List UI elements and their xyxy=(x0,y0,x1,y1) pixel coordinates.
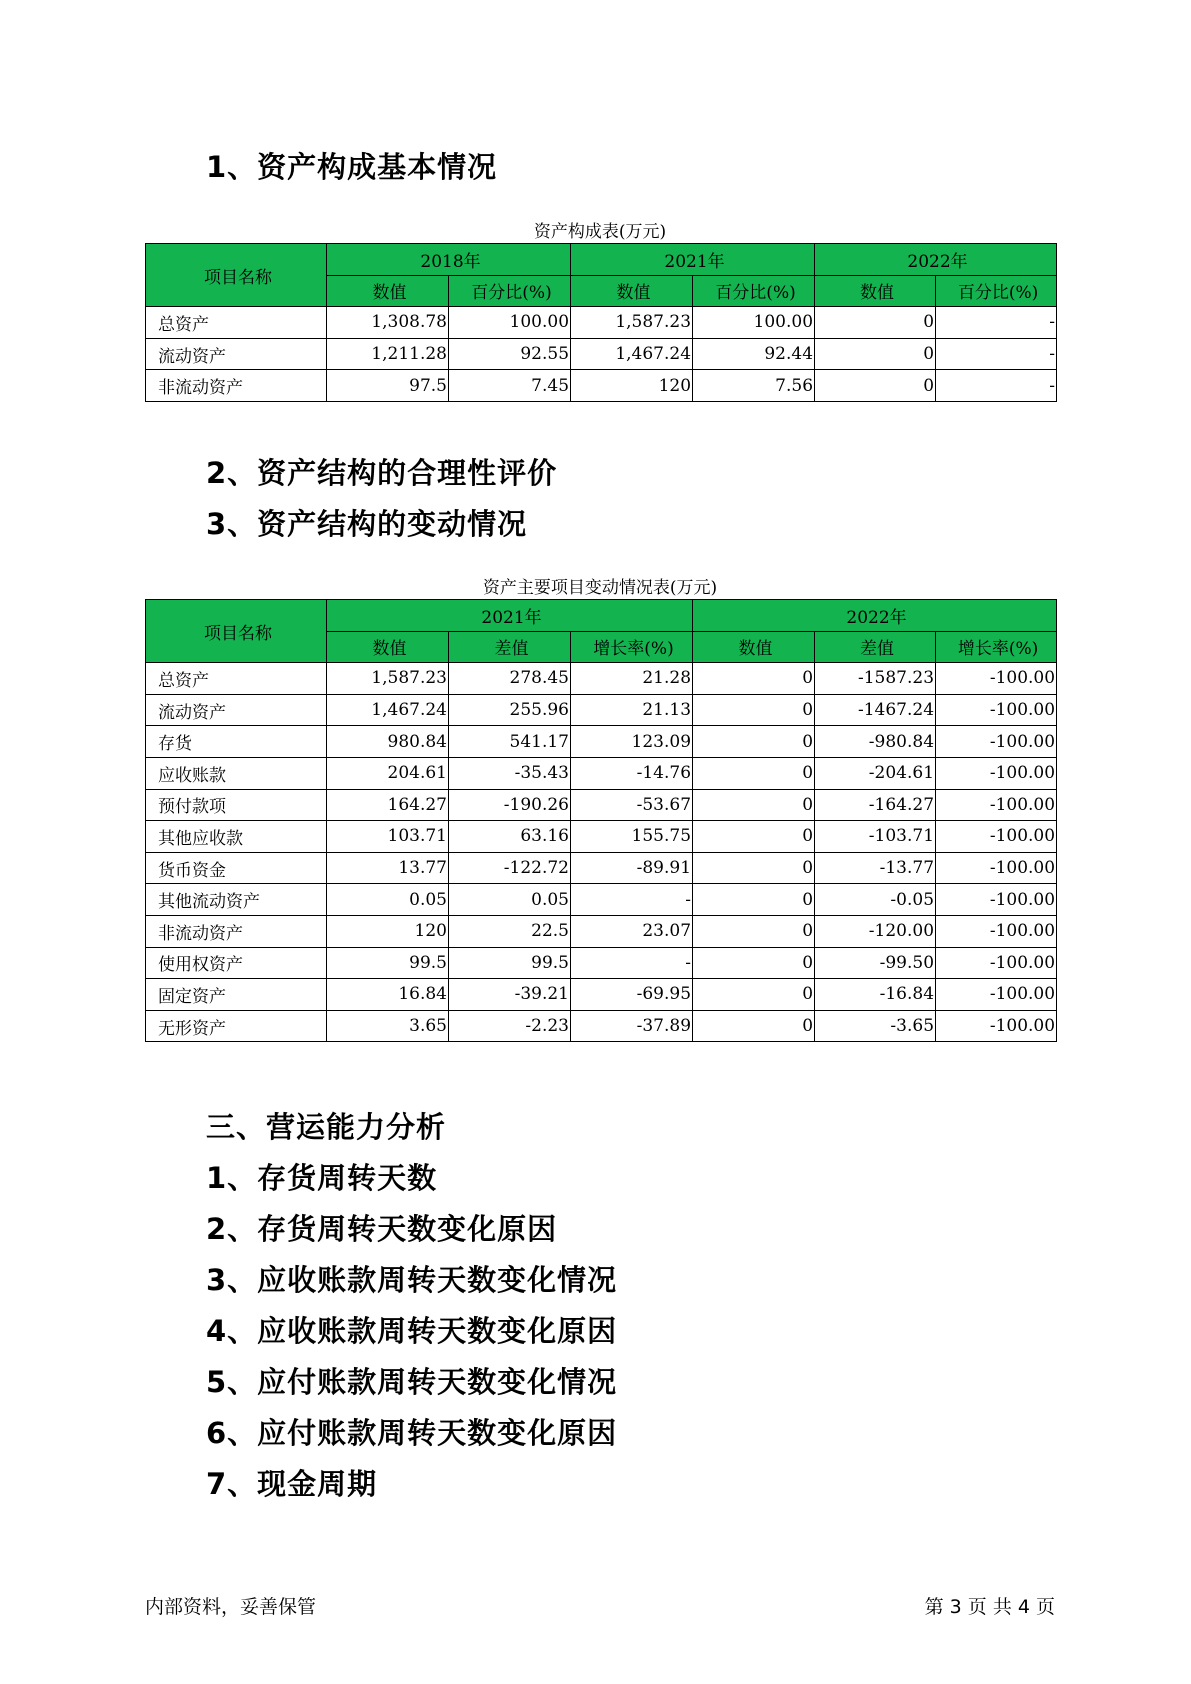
table-cell: 99.5 xyxy=(327,947,449,979)
table-cell: -1467.24 xyxy=(815,694,936,726)
table1-sub-header: 百分比(%) xyxy=(936,275,1057,307)
table-cell: 120 xyxy=(327,915,449,947)
table1-year-header-row xyxy=(146,244,1057,276)
table-cell: 1,467.24 xyxy=(327,694,449,726)
table-cell: - xyxy=(571,947,693,979)
table-cell: 100.00 xyxy=(693,307,815,339)
table-cell: -0.05 xyxy=(815,884,936,916)
table-cell: 1,308.78 xyxy=(327,307,449,339)
table-cell: -122.72 xyxy=(449,852,571,884)
table-cell: 278.45 xyxy=(449,663,571,695)
table1-year-header: 2018年 xyxy=(327,244,571,276)
table2-year-header: 2022年 xyxy=(693,600,1057,632)
table-cell: 7.45 xyxy=(449,370,571,402)
table-row xyxy=(146,694,1057,726)
table-cell: -190.26 xyxy=(449,789,571,821)
row-label: 货币资金 xyxy=(146,852,327,884)
table2-year-header-row xyxy=(146,600,1057,632)
table2-name-header: 项目名称 xyxy=(146,600,327,663)
row-label: 预付款项 xyxy=(146,789,327,821)
table-cell: -100.00 xyxy=(936,884,1057,916)
heading-receivable-days-reason: 4、应收账款周转天数变化原因 xyxy=(206,1314,618,1348)
table2-sub-header: 增长率(%) xyxy=(936,631,1057,663)
table-cell: -14.76 xyxy=(571,757,693,789)
table-cell: 120 xyxy=(571,370,693,402)
table-cell: -100.00 xyxy=(936,757,1057,789)
table-row xyxy=(146,338,1057,370)
table1-sub-header: 数值 xyxy=(815,275,936,307)
table-cell: 155.75 xyxy=(571,821,693,853)
table-cell: 3.65 xyxy=(327,1010,449,1042)
table-row xyxy=(146,757,1057,789)
table-row xyxy=(146,947,1057,979)
table-cell: 22.5 xyxy=(449,915,571,947)
table-cell: 1,587.23 xyxy=(571,307,693,339)
table-cell: -35.43 xyxy=(449,757,571,789)
table-row xyxy=(146,1010,1057,1042)
table-cell: -164.27 xyxy=(815,789,936,821)
table-cell: - xyxy=(936,370,1057,402)
heading-payable-days-reason: 6、应付账款周转天数变化原因 xyxy=(206,1416,618,1450)
heading-payable-days-change: 5、应付账款周转天数变化情况 xyxy=(206,1365,618,1399)
table-cell: -3.65 xyxy=(815,1010,936,1042)
table-cell: 980.84 xyxy=(327,726,449,758)
table-cell: 92.44 xyxy=(693,338,815,370)
row-label: 流动资产 xyxy=(146,338,327,370)
table-row xyxy=(146,307,1057,339)
table-cell: 0 xyxy=(815,307,936,339)
table-cell: 0 xyxy=(693,947,815,979)
row-label: 总资产 xyxy=(146,663,327,695)
table2-sub-header: 差值 xyxy=(815,631,936,663)
table1-caption: 资产构成表(万元) xyxy=(533,222,667,242)
table-cell: -100.00 xyxy=(936,915,1057,947)
table-cell: - xyxy=(936,338,1057,370)
table-cell: -103.71 xyxy=(815,821,936,853)
table-cell: -100.00 xyxy=(936,789,1057,821)
row-label: 使用权资产 xyxy=(146,947,327,979)
table-cell: -100.00 xyxy=(936,821,1057,853)
table-cell: 0 xyxy=(815,338,936,370)
table2-sub-header: 数值 xyxy=(693,631,815,663)
table-cell: 255.96 xyxy=(449,694,571,726)
table-cell: 0 xyxy=(693,852,815,884)
table1-sub-header: 数值 xyxy=(571,275,693,307)
table-cell: 7.56 xyxy=(693,370,815,402)
row-label: 应收账款 xyxy=(146,757,327,789)
table-cell: 1,211.28 xyxy=(327,338,449,370)
table-cell: 1,467.24 xyxy=(571,338,693,370)
table2-body xyxy=(146,663,1057,1042)
table-cell: 21.13 xyxy=(571,694,693,726)
table-row xyxy=(146,789,1057,821)
row-label: 总资产 xyxy=(146,307,327,339)
row-label: 非流动资产 xyxy=(146,915,327,947)
footer-confidential-note: 内部资料，妥善保管 xyxy=(145,1596,317,1618)
table-row xyxy=(146,979,1057,1011)
table2-caption: 资产主要项目变动情况表(万元) xyxy=(482,578,718,598)
row-label: 存货 xyxy=(146,726,327,758)
table-row xyxy=(146,884,1057,916)
table-cell: - xyxy=(936,307,1057,339)
table-cell: -120.00 xyxy=(815,915,936,947)
table-row xyxy=(146,915,1057,947)
table-cell: -89.91 xyxy=(571,852,693,884)
table-cell: 0 xyxy=(693,726,815,758)
table-cell: 0.05 xyxy=(449,884,571,916)
table1-name-header: 项目名称 xyxy=(146,244,327,307)
footer-page-number: 第 3 页 共 4 页 xyxy=(924,1596,1055,1618)
table-cell: 13.77 xyxy=(327,852,449,884)
table1-year-header: 2022年 xyxy=(815,244,1057,276)
table-row xyxy=(146,663,1057,695)
asset-composition-table xyxy=(145,243,1057,402)
table-cell: -99.50 xyxy=(815,947,936,979)
table-cell: -53.67 xyxy=(571,789,693,821)
table-cell: 99.5 xyxy=(449,947,571,979)
table-cell: -100.00 xyxy=(936,663,1057,695)
table-cell: 103.71 xyxy=(327,821,449,853)
table-cell: 16.84 xyxy=(327,979,449,1011)
table-cell: -100.00 xyxy=(936,726,1057,758)
row-label: 非流动资产 xyxy=(146,370,327,402)
table-cell: 100.00 xyxy=(449,307,571,339)
table-cell: -100.00 xyxy=(936,1010,1057,1042)
table-cell: 0 xyxy=(693,663,815,695)
table-cell: 92.55 xyxy=(449,338,571,370)
row-label: 其他流动资产 xyxy=(146,884,327,916)
table-cell: 0 xyxy=(693,915,815,947)
table2-sub-header: 差值 xyxy=(449,631,571,663)
table2-sub-header: 数值 xyxy=(327,631,449,663)
table-cell: -100.00 xyxy=(936,947,1057,979)
row-label: 流动资产 xyxy=(146,694,327,726)
table-cell: -39.21 xyxy=(449,979,571,1011)
table-cell: 0 xyxy=(693,979,815,1011)
table-cell: -100.00 xyxy=(936,694,1057,726)
table-cell: 0 xyxy=(693,884,815,916)
heading-structure-change: 3、资产结构的变动情况 xyxy=(206,507,528,541)
table-cell: 0 xyxy=(693,821,815,853)
table-cell: -16.84 xyxy=(815,979,936,1011)
table1-body xyxy=(146,307,1057,402)
table-cell: 541.17 xyxy=(449,726,571,758)
table-cell: 0 xyxy=(693,1010,815,1042)
table1-sub-header: 百分比(%) xyxy=(449,275,571,307)
table-cell: 1,587.23 xyxy=(327,663,449,695)
table2-sub-header: 增长率(%) xyxy=(571,631,693,663)
table-cell: -204.61 xyxy=(815,757,936,789)
table-cell: -1587.23 xyxy=(815,663,936,695)
table-cell: 0 xyxy=(815,370,936,402)
table1-sub-header: 数值 xyxy=(327,275,449,307)
table-cell: 0.05 xyxy=(327,884,449,916)
heading-structure-evaluation: 2、资产结构的合理性评价 xyxy=(206,456,558,490)
table2-year-header: 2021年 xyxy=(327,600,693,632)
table-cell: -69.95 xyxy=(571,979,693,1011)
row-label: 其他应收款 xyxy=(146,821,327,853)
table-cell: - xyxy=(571,884,693,916)
table-row xyxy=(146,821,1057,853)
asset-change-table xyxy=(145,599,1057,1042)
table-cell: 0 xyxy=(693,757,815,789)
heading-receivable-days-change: 3、应收账款周转天数变化情况 xyxy=(206,1263,618,1297)
heading-inventory-days: 1、存货周转天数 xyxy=(206,1161,438,1195)
table-cell: 0 xyxy=(693,789,815,821)
heading-asset-composition: 1、资产构成基本情况 xyxy=(206,150,498,184)
table-row xyxy=(146,370,1057,402)
heading-cash-cycle: 7、现金周期 xyxy=(206,1467,378,1501)
table-cell: 21.28 xyxy=(571,663,693,695)
table-cell: 164.27 xyxy=(327,789,449,821)
table-cell: 123.09 xyxy=(571,726,693,758)
table-cell: -37.89 xyxy=(571,1010,693,1042)
table-cell: -100.00 xyxy=(936,852,1057,884)
heading-operating-capacity: 三、营运能力分析 xyxy=(206,1110,447,1144)
heading-inventory-days-reason: 2、存货周转天数变化原因 xyxy=(206,1212,558,1246)
table-cell: 204.61 xyxy=(327,757,449,789)
row-label: 无形资产 xyxy=(146,1010,327,1042)
table-cell: -2.23 xyxy=(449,1010,571,1042)
table-row xyxy=(146,852,1057,884)
table-cell: -980.84 xyxy=(815,726,936,758)
table1-sub-header: 百分比(%) xyxy=(693,275,815,307)
table1-year-header: 2021年 xyxy=(571,244,815,276)
table-cell: 63.16 xyxy=(449,821,571,853)
table-cell: 23.07 xyxy=(571,915,693,947)
table-cell: 0 xyxy=(693,694,815,726)
row-label: 固定资产 xyxy=(146,979,327,1011)
table-cell: -100.00 xyxy=(936,979,1057,1011)
table-row xyxy=(146,726,1057,758)
table-cell: -13.77 xyxy=(815,852,936,884)
table-cell: 97.5 xyxy=(327,370,449,402)
